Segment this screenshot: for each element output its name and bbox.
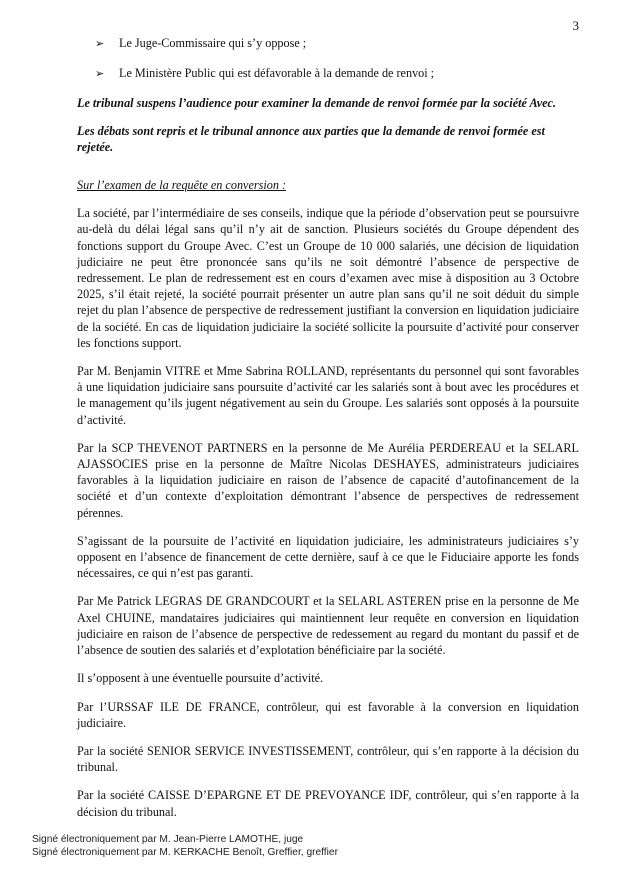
bullet-list — [77, 35, 579, 82]
paragraph: Il s’opposent à une éventuelle poursuite d’activité. — [77, 671, 324, 686]
signature-line: Signé électroniquement par M. Jean-Pierre LAMOTHE, juge — [32, 834, 304, 845]
paragraph: Par la société SENIOR SERVICE INVESTISSEMENT, contrôleur, qui s’en rapporte à la décision du tribunal. — [77, 743, 579, 775]
arrow-bullet-icon: ➢ — [95, 68, 105, 81]
page-number: 3 — [572, 18, 579, 33]
document-body — [77, 35, 579, 832]
paragraph: Par l’URSSAF ILE DE FRANCE, contrôleur, qui est favorable à la conversion en liquidation judiciaire. — [77, 699, 579, 730]
list-item — [95, 65, 579, 82]
paragraph: Par la SCP THEVENOT PARTNERS en la personne de Me Aurélia PERDEREAU et la SELARL AJASSOCIES prise en la personne de Maître Nicolas DESHAYES, administrateurs judiciaires favorables à la liquidation judiciaire en raison de l’absence de capacité d’autofinancement de la société et d’un contexte d’exploitation démontrant l’absence de perspectives de redressement pérennes. — [77, 440, 579, 520]
arrow-bullet-icon: ➢ — [95, 38, 105, 50]
court-statement: Les débats sont repris et le tribunal annonce aux parties que la demande de renvoi formée est rejetée. — [77, 123, 545, 154]
court-statement: Le tribunal suspens l’audience pour examiner la demande de renvoi formée par la société Avec. — [77, 96, 556, 111]
paragraph: S’agissant de la poursuite de l’activité en liquidation judiciaire, les administrateurs judiciaires s’y opposent en l’absence de financement de cette dernière, sauf à ce que le Fiduciaire apporte les fonds nécessaires, ce qui n’est pas garanti. — [77, 533, 579, 581]
signature-line: Signé électroniquement par M. KERKACHE Benoît, Greffier, greffier — [32, 847, 338, 858]
paragraph: La société, par l’intermédiaire de ses conseils, indique que la période d’observation peut se poursuivre au-delà du délai légal sans qu’il n’y ait de sanction. Plusieurs sociétés du Groupe dépendent des fonctions support du Groupe Avec. C’est un Groupe de 10 000 salariés, une décision de liquidation judiciaire ne peut être prononcée sans qu’ils ne soit démontré l’absence de perspective de redressement. Le plan de redressement est en cours d’examen avec mise à disposition au 3 Octobre 2025, s’il était rejeté, la société pourrait présenter un autre plan sans qu’il ne soit déduit du simple rejet du plan l’absence de perspective de redressement justifiant la conversion en liquidation judiciaire de la société. En cas de liquidation judiciaire la société sollicite la poursuite d’activité pour conserver les fonctions support. — [77, 206, 579, 350]
list-item — [95, 35, 579, 52]
paragraph: Par M. Benjamin VITRE et Mme Sabrina ROLLAND, représentants du personnel qui sont favorables à une liquidation judiciaire sans poursuite d’activité car les salariés sont à bout avec les procédures et le management qu’ils jugent négativement au sein du Groupe. Les salariés sont opposés à la poursuite d’activité. — [77, 364, 579, 427]
section-title: Sur l’examen de la requête en conversion : — [77, 178, 287, 193]
paragraph: Par Me Patrick LEGRAS DE GRANDCOURT et la SELARL ASTEREN prise en la personne de Me Axel CHUINE, mandataires judiciaires qui maintiennent leur requête en conversion en liquidation judiciaire en raison de l’absence de perspective de redessement au regard du montant du passif et de l’absence de soutien des salariés et d’explotation bénéficiaire par la société. — [77, 594, 579, 658]
bullet-text: Le Juge-Commissaire qui s’y oppose ; — [119, 36, 307, 50]
signature-footer — [32, 833, 338, 859]
paragraph: Par la société CAISSE D’EPARGNE ET DE PREVOYANCE IDF, contrôleur, qui s’en rapporte à la décision du tribunal. — [77, 788, 579, 819]
bullet-text: Le Ministère Public qui est défavorable à la demande de renvoi ; — [119, 66, 435, 81]
